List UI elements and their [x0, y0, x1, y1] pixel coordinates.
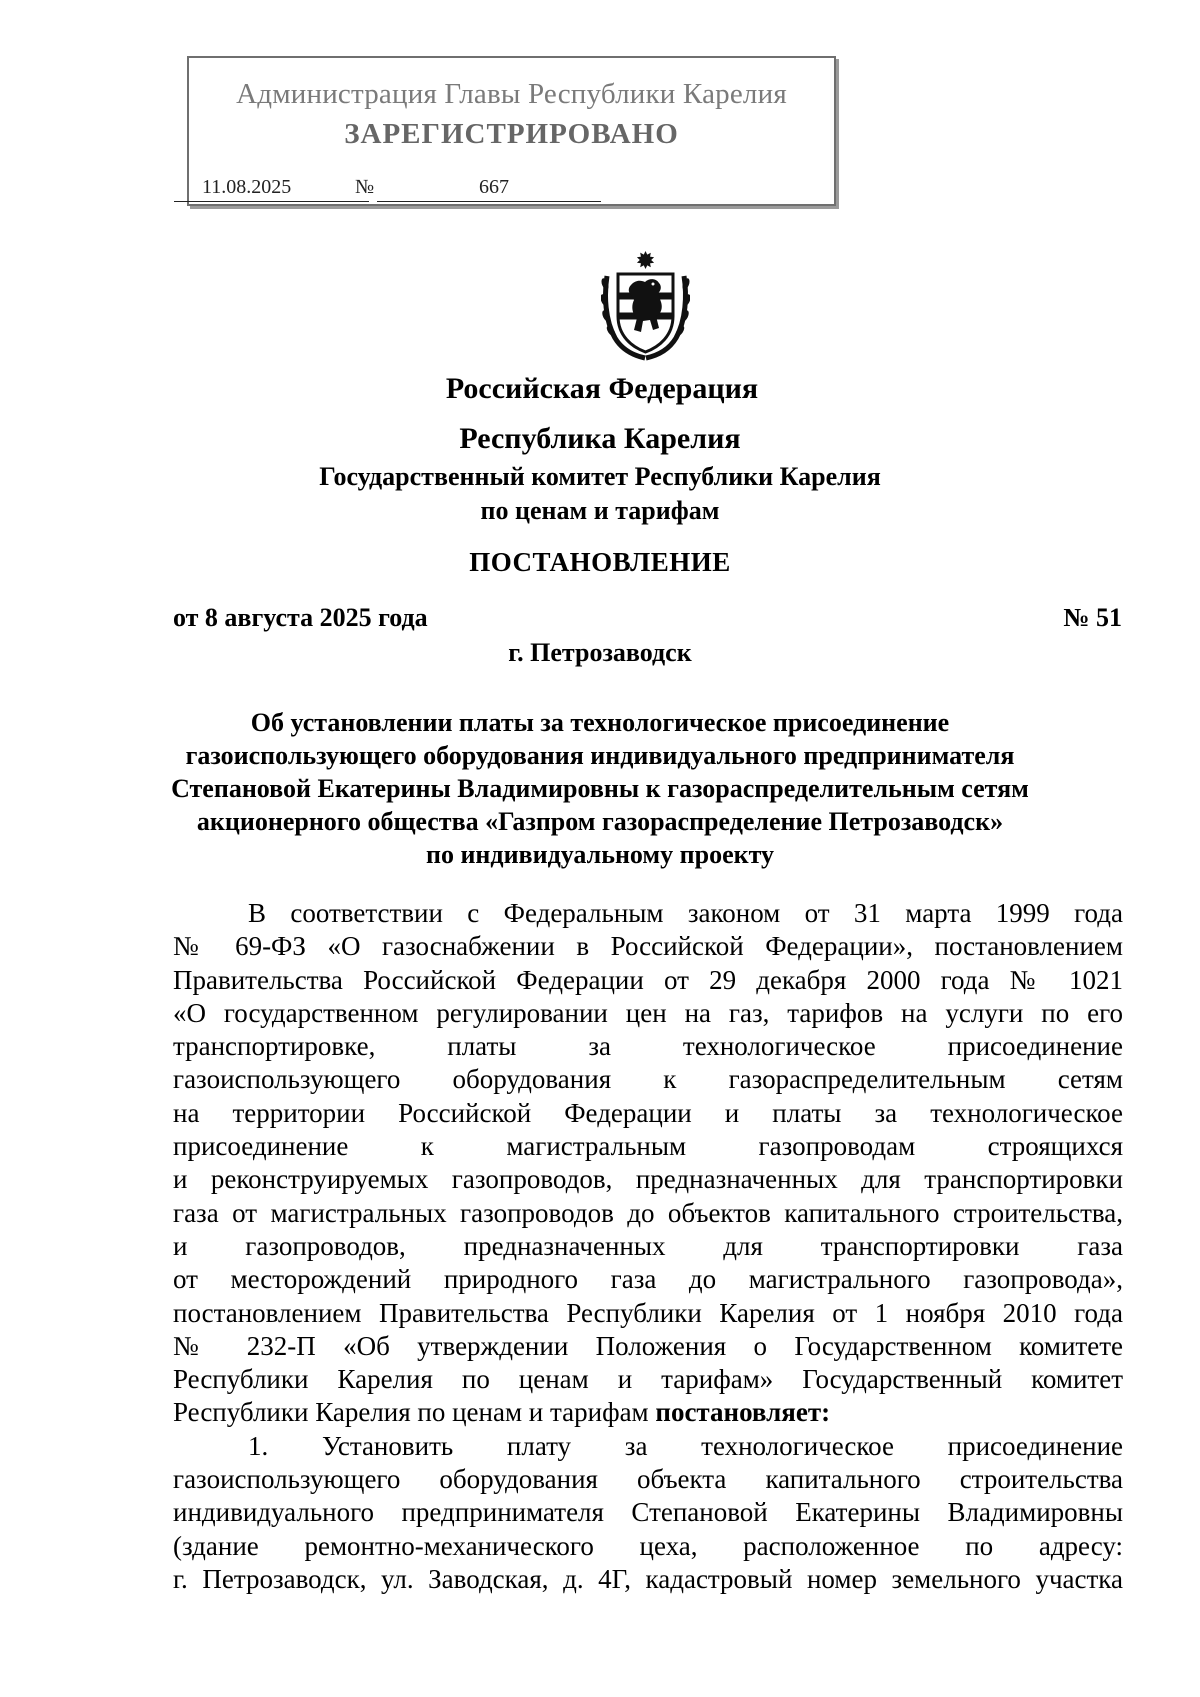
document-type: ПОСТАНОВЛЕНИЕ — [469, 547, 731, 577]
item1-line: газоиспользующего оборудования объекта капитального строительства — [173, 1464, 1123, 1495]
header-committee-line2: по ценам и тарифам — [480, 496, 720, 525]
document-number: № 51 — [1063, 603, 1122, 632]
body-line: газоиспользующего оборудования к газораспределительным сетям — [173, 1064, 1123, 1095]
resolve-line — [173, 1396, 1123, 1429]
body-line: Республики Карелия по ценам и тарифам» Государственный комитет — [173, 1364, 1123, 1395]
title-line: акционерного общества «Газпром газораспределение Петрозаводск» — [196, 807, 1004, 836]
item1-line: 1. Установить плату за технологическое присоединение — [248, 1430, 1123, 1461]
resolve-word: постановляет: — [655, 1397, 831, 1428]
body-line: от месторождений природного газа до магистрального газопровода», — [173, 1264, 1123, 1295]
stamp-organization: Администрация Главы Республики Карелия — [236, 78, 787, 110]
karelia-coat-of-arms-icon — [601, 250, 690, 362]
resolve-prefix: Республики Карелия по ценам и тарифам — [173, 1397, 649, 1428]
document-body — [173, 897, 1123, 1596]
header-committee-line1: Государственный комитет Республики Карелия — [319, 462, 881, 491]
document-date: от 8 августа 2025 года — [173, 603, 428, 632]
title-line: Степановой Екатерины Владимировны к газораспределительным сетям — [171, 774, 1029, 803]
stamp-status: ЗАРЕГИСТРИРОВАНО — [344, 118, 679, 150]
item1-line: (здание ремонтно-механического цеха, расположенное по адресу: — [173, 1530, 1123, 1561]
item1-line: индивидуального предпринимателя Степановой Екатерины Владимировны — [173, 1497, 1123, 1528]
title-line: Об установлении платы за технологическое присоединение — [250, 708, 950, 737]
body-line: и реконструируемых газопроводов, предназначенных для транспортировки — [173, 1164, 1123, 1195]
body-line: «О государственном регулировании цен на газ, тарифов на услуги по его — [173, 997, 1123, 1028]
body-line: № 69-ФЗ «О газоснабжении в Российской Федерации», постановлением — [173, 931, 1123, 962]
title-line: газоиспользующего оборудования индивидуального предпринимателя — [185, 741, 1015, 770]
document-city: г. Петрозаводск — [508, 638, 692, 667]
stamp-date: 11.08.2025 — [174, 173, 369, 202]
registration-stamp — [187, 56, 836, 206]
body-line: присоединение к магистральным газопроводам строящихся — [173, 1131, 1123, 1162]
body-line: и газопроводов, предназначенных для транспортировки газа — [173, 1230, 1123, 1261]
body-line: В соответствии с Федеральным законом от 31 марта 1999 года — [248, 898, 1123, 928]
body-line: № 232-П «Об утверждении Положения о Государственном комитете — [173, 1330, 1123, 1361]
stamp-number: 667 — [377, 173, 601, 202]
item1-line: г. Петрозаводск, ул. Заводская, д. 4Г, кадастровый номер земельного участка — [173, 1563, 1123, 1594]
stamp-number-sign: № — [355, 176, 375, 198]
header-country: Российская Федерация — [445, 372, 759, 405]
body-line: постановлением Правительства Республики Карелия от 1 ноября 2010 года — [173, 1297, 1123, 1328]
title-line: по индивидуальному проекту — [425, 840, 775, 869]
document-title — [150, 706, 1050, 871]
body-line: транспортировке, платы за технологическое присоединение — [173, 1031, 1123, 1062]
body-line: на территории Российской Федерации и платы за технологическое — [173, 1097, 1123, 1128]
body-line: газа от магистральных газопроводов до объектов капитального строительства, — [173, 1197, 1123, 1228]
body-line: Правительства Российской Федерации от 29 декабря 2000 года № 1021 — [173, 964, 1123, 995]
header-region: Республика Карелия — [459, 422, 741, 455]
